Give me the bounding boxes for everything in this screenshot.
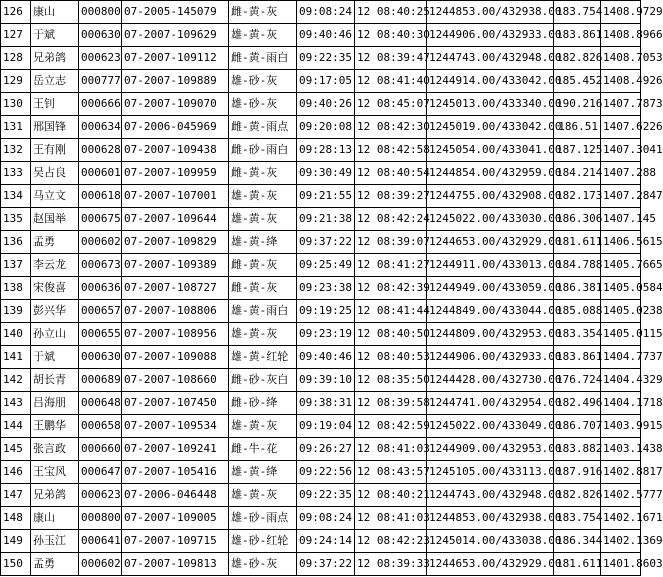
coordinates-cell: 1244949.00/433059.00 <box>427 277 554 300</box>
table-row <box>1 484 641 507</box>
arrival-time-cell: 12 08:42:24 <box>355 208 427 231</box>
member-id-cell: 000675 <box>79 208 122 231</box>
speed-cell: 1405.0115 <box>601 323 641 346</box>
arrival-time-cell: 12 08:40:21 <box>355 484 427 507</box>
rank-cell: 132 <box>1 139 31 162</box>
arrival-time-cell: 12 08:39:58 <box>355 392 427 415</box>
member-id-cell: 000647 <box>79 461 122 484</box>
pigeon-desc-cell: 雄-黄-灰 <box>229 415 297 438</box>
distance-cell: 190.216 <box>554 93 601 116</box>
member-id-cell: 000648 <box>79 392 122 415</box>
coordinates-cell: 1244653.00/432929.00 <box>427 553 554 576</box>
ring-number-cell: 07-2007-108956 <box>122 323 229 346</box>
distance-cell: 187.125 <box>554 139 601 162</box>
table-row <box>1 392 641 415</box>
member-id-cell: 000623 <box>79 47 122 70</box>
rank-cell: 137 <box>1 254 31 277</box>
pigeon-desc-cell: 雌-黄-灰 <box>229 162 297 185</box>
release-time-cell: 09:38:31 <box>297 392 355 415</box>
rank-cell: 130 <box>1 93 31 116</box>
member-id-cell: 000623 <box>79 484 122 507</box>
pigeon-desc-cell: 雄-砂-红轮 <box>229 530 297 553</box>
pigeon-desc-cell: 雌-牛-花 <box>229 438 297 461</box>
speed-cell: 1402.5777 <box>601 484 641 507</box>
table-row <box>1 93 641 116</box>
coordinates-cell: 1245022.00/433030.00 <box>427 208 554 231</box>
table-row <box>1 185 641 208</box>
coordinates-cell: 1244743.00/432948.00 <box>427 484 554 507</box>
rank-cell: 141 <box>1 346 31 369</box>
arrival-time-cell: 12 08:41:44 <box>355 300 427 323</box>
ring-number-cell: 07-2007-109241 <box>122 438 229 461</box>
speed-cell: 1407.145 <box>601 208 641 231</box>
distance-cell: 182.826 <box>554 484 601 507</box>
name-cell: 于斌 <box>31 346 79 369</box>
ring-number-cell: 07-2007-109959 <box>122 162 229 185</box>
arrival-time-cell: 12 08:41:40 <box>355 70 427 93</box>
rank-cell: 149 <box>1 530 31 553</box>
ring-number-cell: 07-2007-109534 <box>122 415 229 438</box>
distance-cell: 183.882 <box>554 438 601 461</box>
release-time-cell: 09:23:38 <box>297 277 355 300</box>
coordinates-cell: 1245014.00/433038.00 <box>427 530 554 553</box>
rank-cell: 129 <box>1 70 31 93</box>
ring-number-cell: 07-2007-109070 <box>122 93 229 116</box>
name-cell: 李云龙 <box>31 254 79 277</box>
speed-cell: 1403.1438 <box>601 438 641 461</box>
pigeon-desc-cell: 雌-砂-雨白 <box>229 139 297 162</box>
arrival-time-cell: 12 08:42:39 <box>355 277 427 300</box>
speed-cell: 1405.0238 <box>601 300 641 323</box>
ring-number-cell: 07-2007-108727 <box>122 277 229 300</box>
coordinates-cell: 1244755.00/432908.00 <box>427 185 554 208</box>
member-id-cell: 000777 <box>79 70 122 93</box>
table-row <box>1 530 641 553</box>
arrival-time-cell: 12 08:41:03 <box>355 507 427 530</box>
pigeon-desc-cell: 雄-黄-灰 <box>229 484 297 507</box>
distance-cell: 187.916 <box>554 461 601 484</box>
arrival-time-cell: 12 08:40:54 <box>355 162 427 185</box>
ring-number-cell: 07-2007-109644 <box>122 208 229 231</box>
coordinates-cell: 1244914.00/433042.00 <box>427 70 554 93</box>
name-cell: 王宝风 <box>31 461 79 484</box>
release-time-cell: 09:08:24 <box>297 507 355 530</box>
name-cell: 邢国锋 <box>31 116 79 139</box>
ring-number-cell: 07-2007-109629 <box>122 24 229 47</box>
arrival-time-cell: 12 08:41:27 <box>355 254 427 277</box>
rank-cell: 134 <box>1 185 31 208</box>
coordinates-cell: 1244853.00/432938.00 <box>427 1 554 24</box>
release-time-cell: 09:21:55 <box>297 185 355 208</box>
speed-cell: 1408.4926 <box>601 70 641 93</box>
coordinates-cell: 1244909.00/432953.00 <box>427 438 554 461</box>
release-time-cell: 09:19:25 <box>297 300 355 323</box>
distance-cell: 181.611 <box>554 553 601 576</box>
distance-cell: 185.088 <box>554 300 601 323</box>
coordinates-cell: 1245022.00/433049.00 <box>427 415 554 438</box>
ring-number-cell: 07-2007-109889 <box>122 70 229 93</box>
name-cell: 赵国举 <box>31 208 79 231</box>
member-id-cell: 000689 <box>79 369 122 392</box>
ring-number-cell: 07-2007-109715 <box>122 530 229 553</box>
coordinates-cell: 1245013.00/433340.00 <box>427 93 554 116</box>
release-time-cell: 09:40:46 <box>297 24 355 47</box>
coordinates-cell: 1244743.00/432948.00 <box>427 47 554 70</box>
table-row <box>1 70 641 93</box>
distance-cell: 186.344 <box>554 530 601 553</box>
arrival-time-cell: 12 08:39:33 <box>355 553 427 576</box>
coordinates-cell: 1245054.00/433041.00 <box>427 139 554 162</box>
arrival-time-cell: 12 08:45:07 <box>355 93 427 116</box>
arrival-time-cell: 12 08:39:47 <box>355 47 427 70</box>
name-cell: 兄弟鸽 <box>31 47 79 70</box>
ring-number-cell: 07-2006-045969 <box>122 116 229 139</box>
table-row <box>1 346 641 369</box>
rank-cell: 126 <box>1 1 31 24</box>
arrival-time-cell: 12 08:40:50 <box>355 323 427 346</box>
name-cell: 孙玉江 <box>31 530 79 553</box>
pigeon-desc-cell: 雄-砂-灰 <box>229 93 297 116</box>
distance-cell: 183.754 <box>554 1 601 24</box>
pigeon-desc-cell: 雌-黄-雨白 <box>229 47 297 70</box>
ring-number-cell: 07-2007-107450 <box>122 392 229 415</box>
pigeon-desc-cell: 雄-砂-雨点 <box>229 507 297 530</box>
distance-cell: 184.214 <box>554 162 601 185</box>
speed-cell: 1405.7665 <box>601 254 641 277</box>
table-row <box>1 139 641 162</box>
pigeon-desc-cell: 雌-砂-绛 <box>229 392 297 415</box>
coordinates-cell: 1244849.00/433044.00 <box>427 300 554 323</box>
distance-cell: 183.354 <box>554 323 601 346</box>
pigeon-desc-cell: 雌-黄-灰 <box>229 1 297 24</box>
ring-number-cell: 07-2007-109438 <box>122 139 229 162</box>
speed-cell: 1404.1718 <box>601 392 641 415</box>
name-cell: 王鹏华 <box>31 415 79 438</box>
arrival-time-cell: 12 08:42:30 <box>355 116 427 139</box>
ring-number-cell: 07-2007-109829 <box>122 231 229 254</box>
name-cell: 胡长青 <box>31 369 79 392</box>
name-cell: 于斌 <box>31 24 79 47</box>
pigeon-desc-cell: 雄-黄-灰 <box>229 323 297 346</box>
member-id-cell: 000666 <box>79 93 122 116</box>
arrival-time-cell: 12 08:41:03 <box>355 438 427 461</box>
member-id-cell: 000657 <box>79 300 122 323</box>
pigeon-desc-cell: 雄-黄-雨白 <box>229 300 297 323</box>
coordinates-cell: 1244809.00/432953.00 <box>427 323 554 346</box>
name-cell: 孟勇 <box>31 553 79 576</box>
name-cell: 吴占良 <box>31 162 79 185</box>
rank-cell: 144 <box>1 415 31 438</box>
member-id-cell: 000601 <box>79 162 122 185</box>
table-row <box>1 553 641 576</box>
speed-cell: 1402.1671 <box>601 507 641 530</box>
rank-cell: 150 <box>1 553 31 576</box>
release-time-cell: 09:08:24 <box>297 1 355 24</box>
member-id-cell: 000630 <box>79 346 122 369</box>
coordinates-cell: 1245105.00/433113.00 <box>427 461 554 484</box>
table-row <box>1 461 641 484</box>
name-cell: 兄弟鸽 <box>31 484 79 507</box>
coordinates-cell: 1244911.00/433013.00 <box>427 254 554 277</box>
pigeon-desc-cell: 雌-黄-灰 <box>229 254 297 277</box>
arrival-time-cell: 12 08:40:53 <box>355 346 427 369</box>
release-time-cell: 09:37:22 <box>297 231 355 254</box>
speed-cell: 1402.8817 <box>601 461 641 484</box>
rank-cell: 138 <box>1 277 31 300</box>
coordinates-cell: 1244906.00/432933.00 <box>427 346 554 369</box>
table-body <box>1 1 663 576</box>
rank-cell: 133 <box>1 162 31 185</box>
pigeon-desc-cell: 雄-黄-灰 <box>229 208 297 231</box>
release-time-cell: 09:40:26 <box>297 93 355 116</box>
speed-cell: 1407.3041 <box>601 139 641 162</box>
arrival-time-cell: 12 08:42:58 <box>355 139 427 162</box>
release-time-cell: 09:39:10 <box>297 369 355 392</box>
pigeon-desc-cell: 雄-黄-绛 <box>229 461 297 484</box>
table-row <box>1 438 641 461</box>
speed-cell: 1407.7873 <box>601 93 641 116</box>
pigeon-desc-cell: 雄-黄-绛 <box>229 231 297 254</box>
release-time-cell: 09:17:05 <box>297 70 355 93</box>
speed-cell: 1401.8603 <box>601 553 641 576</box>
name-cell: 马立文 <box>31 185 79 208</box>
release-time-cell: 09:37:22 <box>297 553 355 576</box>
member-id-cell: 000618 <box>79 185 122 208</box>
rank-cell: 146 <box>1 461 31 484</box>
release-time-cell: 09:21:38 <box>297 208 355 231</box>
rank-cell: 127 <box>1 24 31 47</box>
distance-cell: 185.452 <box>554 70 601 93</box>
arrival-time-cell: 12 08:43:57 <box>355 461 427 484</box>
member-id-cell: 000800 <box>79 507 122 530</box>
release-time-cell: 09:30:49 <box>297 162 355 185</box>
member-id-cell: 000628 <box>79 139 122 162</box>
rank-cell: 139 <box>1 300 31 323</box>
table-row <box>1 254 641 277</box>
name-cell: 康山 <box>31 1 79 24</box>
member-id-cell: 000673 <box>79 254 122 277</box>
table-row <box>1 369 641 392</box>
rank-cell: 136 <box>1 231 31 254</box>
ring-number-cell: 07-2007-108660 <box>122 369 229 392</box>
name-cell: 张言政 <box>31 438 79 461</box>
distance-cell: 186.381 <box>554 277 601 300</box>
name-cell: 王有刚 <box>31 139 79 162</box>
member-id-cell: 000655 <box>79 323 122 346</box>
speed-cell: 1406.5615 <box>601 231 641 254</box>
pigeon-desc-cell: 雄-黄-灰 <box>229 24 297 47</box>
name-cell: 吕海朋 <box>31 392 79 415</box>
distance-cell: 186.306 <box>554 208 601 231</box>
ring-number-cell: 07-2007-107001 <box>122 185 229 208</box>
release-time-cell: 09:24:14 <box>297 530 355 553</box>
distance-cell: 182.826 <box>554 47 601 70</box>
release-time-cell: 09:22:35 <box>297 47 355 70</box>
coordinates-cell: 1244428.00/432730.00 <box>427 369 554 392</box>
speed-cell: 1405.0584 <box>601 277 641 300</box>
arrival-time-cell: 12 08:40:30 <box>355 24 427 47</box>
name-cell: 康山 <box>31 507 79 530</box>
member-id-cell: 000658 <box>79 415 122 438</box>
ring-number-cell: 07-2007-108806 <box>122 300 229 323</box>
table-row <box>1 231 641 254</box>
table-row <box>1 300 641 323</box>
release-time-cell: 09:22:56 <box>297 461 355 484</box>
ring-number-cell: 07-2007-105416 <box>122 461 229 484</box>
release-time-cell: 09:22:35 <box>297 484 355 507</box>
pigeon-desc-cell: 雌-黄-雨点 <box>229 116 297 139</box>
member-id-cell: 000641 <box>79 530 122 553</box>
rank-cell: 145 <box>1 438 31 461</box>
ring-number-cell: 07-2006-046448 <box>122 484 229 507</box>
release-time-cell: 09:19:04 <box>297 415 355 438</box>
rank-cell: 135 <box>1 208 31 231</box>
rank-cell: 147 <box>1 484 31 507</box>
member-id-cell: 000602 <box>79 231 122 254</box>
distance-cell: 186.707 <box>554 415 601 438</box>
coordinates-cell: 1244853.00/432938.00 <box>427 507 554 530</box>
member-id-cell: 000630 <box>79 24 122 47</box>
distance-cell: 184.788 <box>554 254 601 277</box>
member-id-cell: 000636 <box>79 277 122 300</box>
ring-number-cell: 07-2007-109389 <box>122 254 229 277</box>
distance-cell: 182.173 <box>554 185 601 208</box>
release-time-cell: 09:28:13 <box>297 139 355 162</box>
speed-cell: 1402.1369 <box>601 530 641 553</box>
member-id-cell: 000634 <box>79 116 122 139</box>
coordinates-cell: 1244854.00/432959.00 <box>427 162 554 185</box>
ring-number-cell: 07-2007-109813 <box>122 553 229 576</box>
distance-cell: 182.496 <box>554 392 601 415</box>
coordinates-cell: 1244653.00/432929.00 <box>427 231 554 254</box>
member-id-cell: 000660 <box>79 438 122 461</box>
coordinates-cell: 1244906.00/432933.00 <box>427 24 554 47</box>
pigeon-desc-cell: 雄-砂-灰 <box>229 70 297 93</box>
arrival-time-cell: 12 08:42:59 <box>355 415 427 438</box>
speed-cell: 1404.4329 <box>601 369 641 392</box>
distance-cell: 176.724 <box>554 369 601 392</box>
pigeon-desc-cell: 雌-黄-灰 <box>229 277 297 300</box>
release-time-cell: 09:20:08 <box>297 116 355 139</box>
rank-cell: 140 <box>1 323 31 346</box>
table-row <box>1 116 641 139</box>
ring-number-cell: 07-2007-109088 <box>122 346 229 369</box>
name-cell: 彭兴华 <box>31 300 79 323</box>
ring-number-cell: 07-2005-145079 <box>122 1 229 24</box>
speed-cell: 1408.8966 <box>601 24 641 47</box>
table-row <box>1 323 641 346</box>
arrival-time-cell: 12 08:40:25 <box>355 1 427 24</box>
release-time-cell: 09:26:27 <box>297 438 355 461</box>
distance-cell: 183.861 <box>554 346 601 369</box>
coordinates-cell: 1245019.00/433042.00 <box>427 116 554 139</box>
table-row <box>1 415 641 438</box>
rank-cell: 128 <box>1 47 31 70</box>
name-cell: 孙立山 <box>31 323 79 346</box>
member-id-cell: 000602 <box>79 553 122 576</box>
table-row <box>1 277 641 300</box>
rank-cell: 131 <box>1 116 31 139</box>
table-row <box>1 47 641 70</box>
speed-cell: 1408.7053 <box>601 47 641 70</box>
pigeon-desc-cell: 雄-黄-灰 <box>229 185 297 208</box>
pigeon-desc-cell: 雌-砂-灰白 <box>229 369 297 392</box>
pigeon-desc-cell: 雄-黄-红轮 <box>229 346 297 369</box>
speed-cell: 1403.9915 <box>601 415 641 438</box>
table-row <box>1 1 641 24</box>
member-id-cell: 000800 <box>79 1 122 24</box>
rank-cell: 143 <box>1 392 31 415</box>
distance-cell: 183.861 <box>554 24 601 47</box>
table-row <box>1 24 641 47</box>
rank-cell: 142 <box>1 369 31 392</box>
speed-cell: 1407.2847 <box>601 185 641 208</box>
distance-cell: 186.51 <box>554 116 601 139</box>
ring-number-cell: 07-2007-109005 <box>122 507 229 530</box>
name-cell: 王钊 <box>31 93 79 116</box>
arrival-time-cell: 12 08:35:50 <box>355 369 427 392</box>
speed-cell: 1404.7737 <box>601 346 641 369</box>
table-row <box>1 208 641 231</box>
table-row <box>1 507 641 530</box>
name-cell: 岳立志 <box>31 70 79 93</box>
distance-cell: 183.754 <box>554 507 601 530</box>
speed-cell: 1407.6226 <box>601 116 641 139</box>
table-row <box>1 162 641 185</box>
release-time-cell: 09:40:46 <box>297 346 355 369</box>
arrival-time-cell: 12 08:39:07 <box>355 231 427 254</box>
release-time-cell: 09:23:19 <box>297 323 355 346</box>
coordinates-cell: 1244741.00/432954.00 <box>427 392 554 415</box>
ring-number-cell: 07-2007-109112 <box>122 47 229 70</box>
arrival-time-cell: 12 08:42:23 <box>355 530 427 553</box>
name-cell: 孟勇 <box>31 231 79 254</box>
speed-cell: 1407.288 <box>601 162 641 185</box>
speed-cell: 1408.9729 <box>601 1 641 24</box>
name-cell: 宋俊喜 <box>31 277 79 300</box>
rank-cell: 148 <box>1 507 31 530</box>
pigeon-desc-cell: 雄-砂-灰 <box>229 553 297 576</box>
arrival-time-cell: 12 08:39:27 <box>355 185 427 208</box>
release-time-cell: 09:25:49 <box>297 254 355 277</box>
distance-cell: 181.611 <box>554 231 601 254</box>
